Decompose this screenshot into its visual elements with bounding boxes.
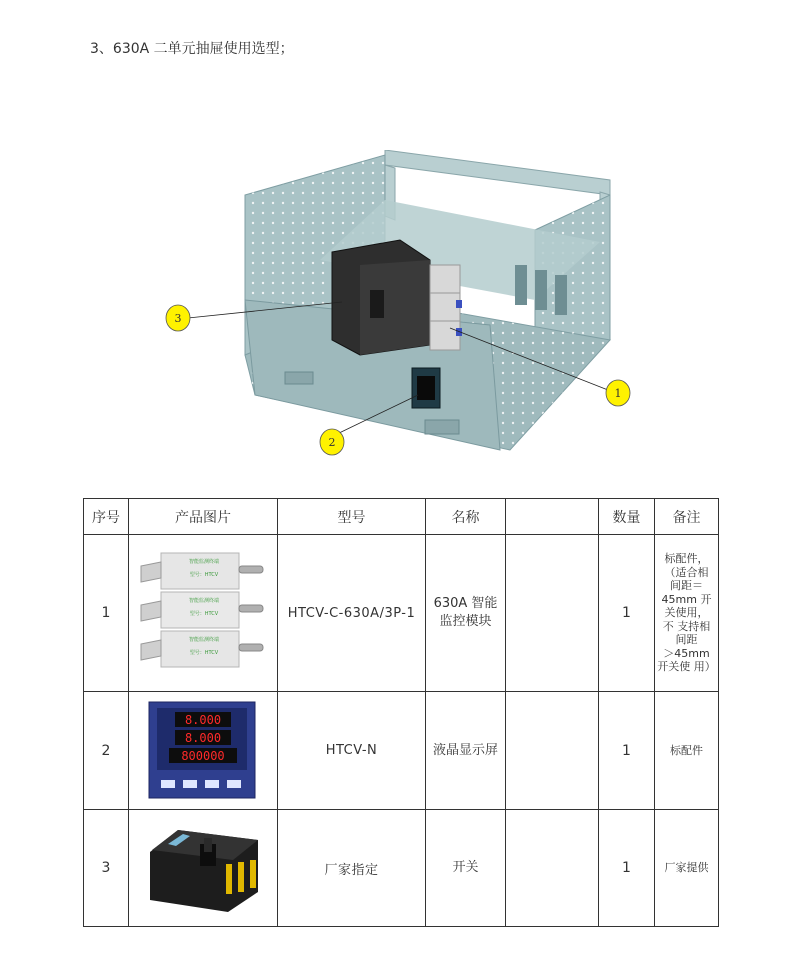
callout-2 (320, 429, 344, 455)
molded-case-breaker-photo (138, 822, 268, 914)
row-blank (506, 810, 599, 927)
header-blank (506, 499, 599, 535)
row-picture (129, 810, 278, 927)
row-blank (506, 692, 599, 810)
row-qty: 1 (599, 535, 655, 692)
header-model: 型号 (278, 499, 426, 535)
svg-text:2: 2 (328, 436, 336, 449)
row-blank (506, 535, 599, 692)
drawer-unit-illustration (160, 150, 640, 470)
table-header-row (84, 499, 719, 535)
row-no: 2 (84, 692, 129, 810)
svg-text:智能监测终端: 智能监测终端 (188, 598, 219, 604)
svg-text:800000: 800000 (181, 748, 225, 763)
display-in-drawer (412, 368, 440, 408)
row-name: 开关 (426, 810, 506, 927)
row-no: 3 (84, 810, 129, 927)
header-qty: 数量 (599, 499, 655, 535)
header-name: 名称 (426, 499, 506, 535)
table-row (84, 692, 719, 810)
row-model: HTCV-C-630A/3P-1 (278, 535, 426, 692)
header-picture: 产品图片 (129, 499, 278, 535)
header-no: 序号 (84, 499, 129, 535)
svg-text:型号：HTCV: 型号：HTCV (189, 650, 218, 656)
row-model: 厂家指定 (278, 810, 426, 927)
table-row (84, 535, 719, 692)
section-heading: 3、630A 二单元抽屉使用选型； (90, 41, 294, 57)
row-picture (129, 692, 278, 810)
row-qty: 1 (599, 810, 655, 927)
selection-table (83, 498, 719, 927)
table-row (84, 810, 719, 927)
svg-text:3: 3 (174, 312, 182, 325)
row-no: 1 (84, 535, 129, 692)
row-name: 液晶显示屏 (426, 692, 506, 810)
header-note: 备注 (655, 499, 719, 535)
row-picture (129, 535, 278, 692)
svg-text:智能监测终端: 智能监测终端 (188, 559, 219, 565)
callout-3 (166, 305, 190, 331)
smart-monitoring-module-photo (136, 548, 271, 678)
svg-text:智能监测终端: 智能监测终端 (188, 637, 219, 643)
callout-1 (606, 380, 630, 406)
svg-text:型号：HTCV: 型号：HTCV (189, 611, 218, 617)
svg-text:8.000: 8.000 (184, 712, 222, 727)
row-qty: 1 (599, 692, 655, 810)
lcd-meter-photo (147, 700, 259, 802)
svg-text:型号：HTCV: 型号：HTCV (189, 572, 218, 578)
row-note: 标配件 (655, 692, 719, 810)
svg-text:8.000: 8.000 (184, 730, 222, 745)
row-note: 标配件， （适合相 间距＝ 45mm 开 关使用， 不 支持相 间距 ＞45mm 开关使 用） (655, 535, 719, 692)
row-model: HTCV-N (278, 692, 426, 810)
row-name: 630A 智能 监控模块 (426, 535, 506, 692)
svg-text:1: 1 (614, 387, 622, 400)
row-note: 厂家提供 (655, 810, 719, 927)
